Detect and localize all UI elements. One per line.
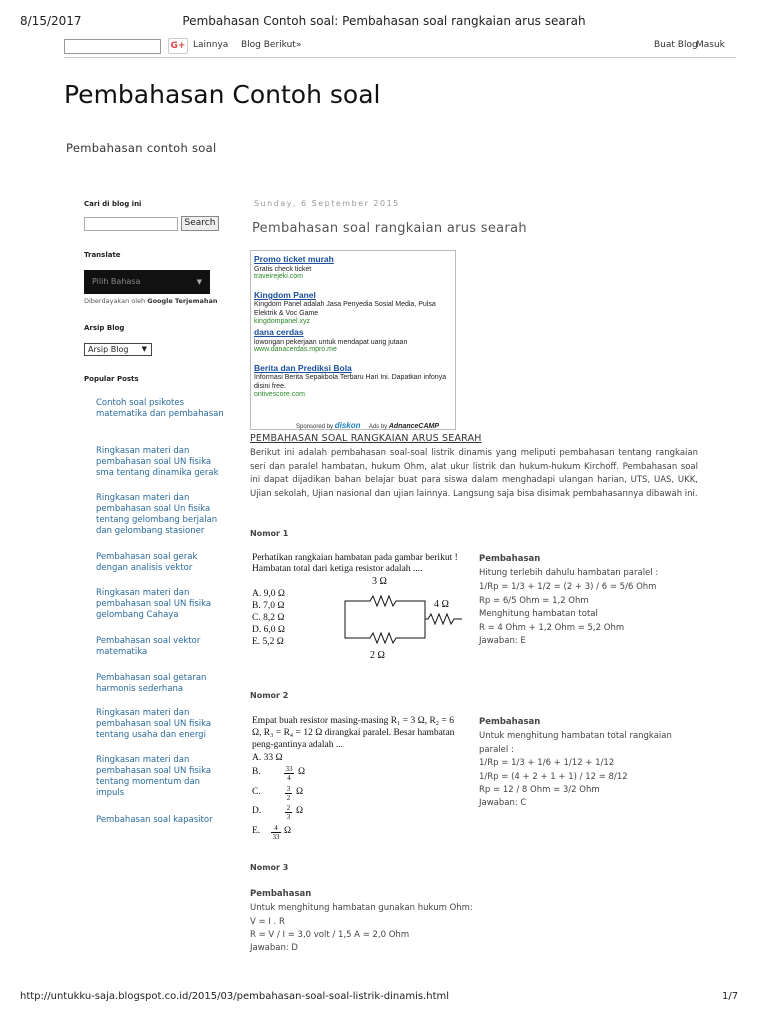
navbar-search-input[interactable] bbox=[64, 39, 161, 54]
question-number: Nomor 2 bbox=[250, 691, 289, 700]
solution-line: Hitung terlebih dahulu hambatan paralel : bbox=[479, 568, 659, 578]
label-2-ohm: 2 Ω bbox=[370, 650, 385, 661]
navbar-more-link[interactable]: Lainnya bbox=[193, 40, 229, 50]
post-date: Sunday, 6 September 2015 bbox=[254, 199, 400, 208]
solution-answer: Jawaban: D bbox=[250, 943, 298, 953]
archive-heading: Arsip Blog bbox=[84, 324, 125, 332]
question-text: peng-gantinya adalah ... bbox=[252, 740, 344, 750]
ad-url[interactable]: traveirejeki.com bbox=[254, 273, 304, 280]
dropdown-arrow-icon: ▼ bbox=[141, 345, 147, 353]
question-text: Hambatan total dari ketiga resistor adalah .... bbox=[252, 564, 423, 574]
solution-line: 1/Rp = (4 + 2 + 1 + 1) / 12 = 8/12 bbox=[479, 772, 628, 782]
ad-sponsor-logo[interactable]: diskon bbox=[334, 421, 361, 430]
navbar-next-blog-link[interactable]: Blog Berikut» bbox=[241, 40, 302, 50]
popular-post-link[interactable]: Pembahasan soal gerak dengan analisis vektor bbox=[96, 552, 198, 573]
post-intro: Berikut ini adalah pembahasan soal-soal listrik dinamis yang meliputi pembahasan tentang rangkaian seri dan paralel hambatan, hukum Ohm, alat ukur listrik dan hukum-hukum Kirchoff. Pembahasan soal ini dapat dijadikan bahan belajar buat para siswa dalam menghadapi ulangan harian, UTS, UAS, UKK, Ujian sekolah, Ujian nasional dan ujian lainnya. Langsung saja bisa disimak pembahasannya dibawah ini. bbox=[250, 448, 698, 499]
popular-posts-heading: Popular Posts bbox=[84, 375, 139, 383]
popular-post-link[interactable]: Ringkasan materi dan pembahasan soal UN fisika tentang usaha dan energi bbox=[96, 708, 212, 740]
translate-select[interactable] bbox=[84, 270, 210, 294]
solution-line: Rp = 6/5 Ohm = 1,2 Ohm bbox=[479, 596, 589, 606]
section-heading: PEMBAHASAN SOAL RANGKAIAN ARUS SEARAH bbox=[250, 433, 482, 444]
archive-select-label: Arsip Blog bbox=[88, 345, 129, 354]
answer-option: E. 5,2 Ω bbox=[252, 637, 284, 647]
solution-line: Untuk menghitung hambatan total rangkaian bbox=[479, 731, 672, 741]
search-heading: Cari di blog ini bbox=[84, 200, 142, 208]
solution-line: Menghitung hambatan total bbox=[479, 609, 598, 619]
google-plus-button[interactable]: G+ bbox=[168, 38, 188, 54]
fraction-numerator: 4 bbox=[274, 824, 278, 832]
resistor-2-ohm bbox=[345, 619, 425, 643]
question-number: Nomor 1 bbox=[250, 529, 289, 538]
question-text: Perhatikan rangkaian hambatan pada gambar berikut ! bbox=[252, 553, 458, 563]
ad-description: Informasi Berita Sepakbola Terbaru Hari Ini. Dapatkan infonya disini free. bbox=[254, 374, 447, 390]
solution-line: Rp = 12 / 8 Ohm = 3/2 Ohm bbox=[479, 785, 600, 795]
fraction-denominator: 33 bbox=[272, 833, 280, 841]
fraction-numerator: 33 bbox=[285, 765, 293, 773]
solution-line: R = V / I = 3,0 volt / 1,5 A = 2,0 Ohm bbox=[250, 930, 410, 940]
navbar-create-blog-link[interactable]: Buat Blog bbox=[654, 40, 698, 50]
unit-ohm: Ω bbox=[296, 806, 304, 816]
ad-title[interactable]: Berita dan Prediksi Bola bbox=[254, 363, 352, 373]
translate-heading: Translate bbox=[84, 251, 121, 259]
answer-option: D. 6,0 Ω bbox=[252, 625, 285, 635]
google-logo-text[interactable]: Google bbox=[147, 297, 173, 305]
popular-post-link[interactable]: Ringkasan materi dan pembahasan soal UN fisika tentang momentum dan impuls bbox=[96, 755, 212, 798]
sidebar-search-button[interactable]: Search bbox=[181, 216, 219, 231]
fraction bbox=[285, 785, 292, 802]
fraction bbox=[271, 824, 281, 841]
navbar-sign-in-link[interactable]: Masuk bbox=[696, 40, 725, 50]
solution-line: R = 4 Ohm + 1,2 Ohm = 5,2 Ohm bbox=[479, 623, 625, 633]
print-title: Pembahasan Contoh soal: Pembahasan soal rangkaian arus searah bbox=[182, 14, 586, 28]
resistor-3-ohm bbox=[345, 596, 425, 619]
solution-heading: Pembahasan bbox=[479, 554, 541, 564]
ad-block bbox=[250, 250, 456, 430]
fraction bbox=[285, 804, 292, 821]
powered-prefix: Diberdayakan oleh bbox=[84, 297, 146, 305]
dropdown-arrow-icon: ▼ bbox=[196, 278, 202, 286]
popular-post-link[interactable]: Pembahasan soal kapasitor bbox=[96, 815, 213, 825]
ad-sponsored-label: Sponsored by bbox=[296, 424, 334, 430]
solution-line: 1/Rp = 1/3 + 1/2 = (2 + 3) / 6 = 5/6 Ohm bbox=[479, 582, 657, 592]
ad-url[interactable]: ontivescore.com bbox=[254, 391, 305, 398]
answer-option: C. bbox=[252, 787, 261, 797]
ad-title[interactable]: dana cerdas bbox=[254, 327, 304, 337]
ad-url[interactable]: kingdompanel.xyz bbox=[254, 318, 311, 325]
fraction-numerator: 3 bbox=[286, 785, 291, 793]
ad-description: lowongan pekerjaan untuk mendapat uang jutaan bbox=[254, 339, 408, 346]
unit-ohm: Ω bbox=[298, 767, 306, 777]
print-date: 8/15/2017 bbox=[20, 14, 82, 28]
translate-powered-by bbox=[84, 297, 218, 305]
powered-suffix: Terjemahan bbox=[174, 297, 218, 305]
solution-line: Untuk menghitung hambatan gunakan hukum Ohm: bbox=[250, 903, 473, 913]
label-3-ohm: 3 Ω bbox=[372, 576, 387, 587]
answer-option: C. 8,2 Ω bbox=[252, 613, 285, 623]
popular-post-link[interactable]: Ringkasan materi dan pembahasan soal UN fisika gelombang Cahaya bbox=[96, 588, 212, 620]
blog-title[interactable]: Pembahasan Contoh soal bbox=[64, 80, 381, 109]
print-footer-url: http://untukku-saja.blogspot.co.id/2015/03/pembahasan-soal-soal-listrik-dinamis.html bbox=[20, 991, 450, 1002]
blogger-navbar bbox=[64, 38, 736, 56]
popular-post-link[interactable]: Ringkasan materi dan pembahasan soal Un fisika tentang gelombang berjalan dan gelombang stasioner bbox=[96, 493, 218, 536]
ad-by-label: Ads by bbox=[368, 424, 388, 430]
popular-post-link[interactable]: Contoh soal psikotes matematika dan pembahasan bbox=[96, 398, 224, 419]
answer-option: A. 9,0 Ω bbox=[252, 589, 285, 599]
answer-option: D. bbox=[252, 806, 262, 816]
ad-title[interactable]: Kingdom Panel bbox=[254, 290, 316, 300]
unit-ohm: Ω bbox=[296, 787, 304, 797]
fraction bbox=[284, 765, 294, 782]
solution-answer: Jawaban: E bbox=[479, 636, 526, 646]
label-4-ohm: 4 Ω bbox=[434, 599, 449, 610]
resistor-4-ohm bbox=[425, 614, 462, 624]
ad-description: Gratis check ticket bbox=[254, 266, 312, 273]
archive-select[interactable] bbox=[84, 343, 152, 356]
solution-line: 1/Rp = 1/3 + 1/6 + 1/12 + 1/12 bbox=[479, 758, 615, 768]
solution-answer: Jawaban: C bbox=[479, 798, 527, 808]
navbar-divider bbox=[64, 57, 736, 58]
ad-title[interactable]: Promo ticket murah bbox=[254, 254, 334, 264]
solution-heading: Pembahasan bbox=[250, 889, 312, 899]
ad-url[interactable]: www.danacerdas.mpro.me bbox=[254, 346, 337, 353]
popular-post-link[interactable]: Pembahasan soal getaran harmonis sederhana bbox=[96, 673, 207, 694]
question-text: Empat buah resistor masing-masing R₁ = 3 Ω, R₂ = 6 bbox=[252, 716, 454, 726]
question-number: Nomor 3 bbox=[250, 863, 289, 872]
answer-option: E. bbox=[252, 826, 261, 836]
post-title[interactable]: Pembahasan soal rangkaian arus searah bbox=[252, 221, 527, 236]
answer-option: B. bbox=[252, 767, 261, 777]
ad-footer bbox=[296, 421, 439, 430]
fraction-denominator: 4 bbox=[284, 773, 294, 782]
ad-network-logo[interactable]: AdnanceCAMP bbox=[388, 423, 440, 430]
translate-select-label: Pilih Bahasa bbox=[92, 277, 141, 286]
fraction-denominator: 3 bbox=[286, 813, 291, 821]
unit-ohm: Ω bbox=[284, 826, 292, 836]
fraction-numerator: 2 bbox=[286, 804, 291, 812]
blog-description: Pembahasan contoh soal bbox=[66, 141, 217, 155]
question-text: Ω, R₃ = R₄ = 12 Ω dirangkai paralel. Besar hambatan bbox=[252, 728, 455, 738]
fraction-denominator: 2 bbox=[286, 794, 291, 802]
popular-post-link[interactable]: Ringkasan materi dan pembahasan soal UN fisika sma tentang dinamika gerak bbox=[96, 446, 219, 478]
circuit-diagram bbox=[340, 574, 466, 662]
answer-option: A. 33 Ω bbox=[252, 753, 283, 763]
sidebar-search-input[interactable] bbox=[84, 217, 178, 231]
answer-option: B. 7,0 Ω bbox=[252, 601, 285, 611]
solution-line: paralel : bbox=[479, 745, 514, 755]
popular-post-link[interactable]: Pembahasan soal vektor matematika bbox=[96, 636, 201, 657]
print-page-number: 1/7 bbox=[722, 991, 739, 1002]
solution-heading: Pembahasan bbox=[479, 717, 541, 727]
ad-description: Kingdom Panel adalah Jasa Penyedia Sosial Media, Pulsa Elektrik & Voc Game bbox=[254, 301, 436, 317]
solution-line: V = I . R bbox=[250, 917, 285, 927]
